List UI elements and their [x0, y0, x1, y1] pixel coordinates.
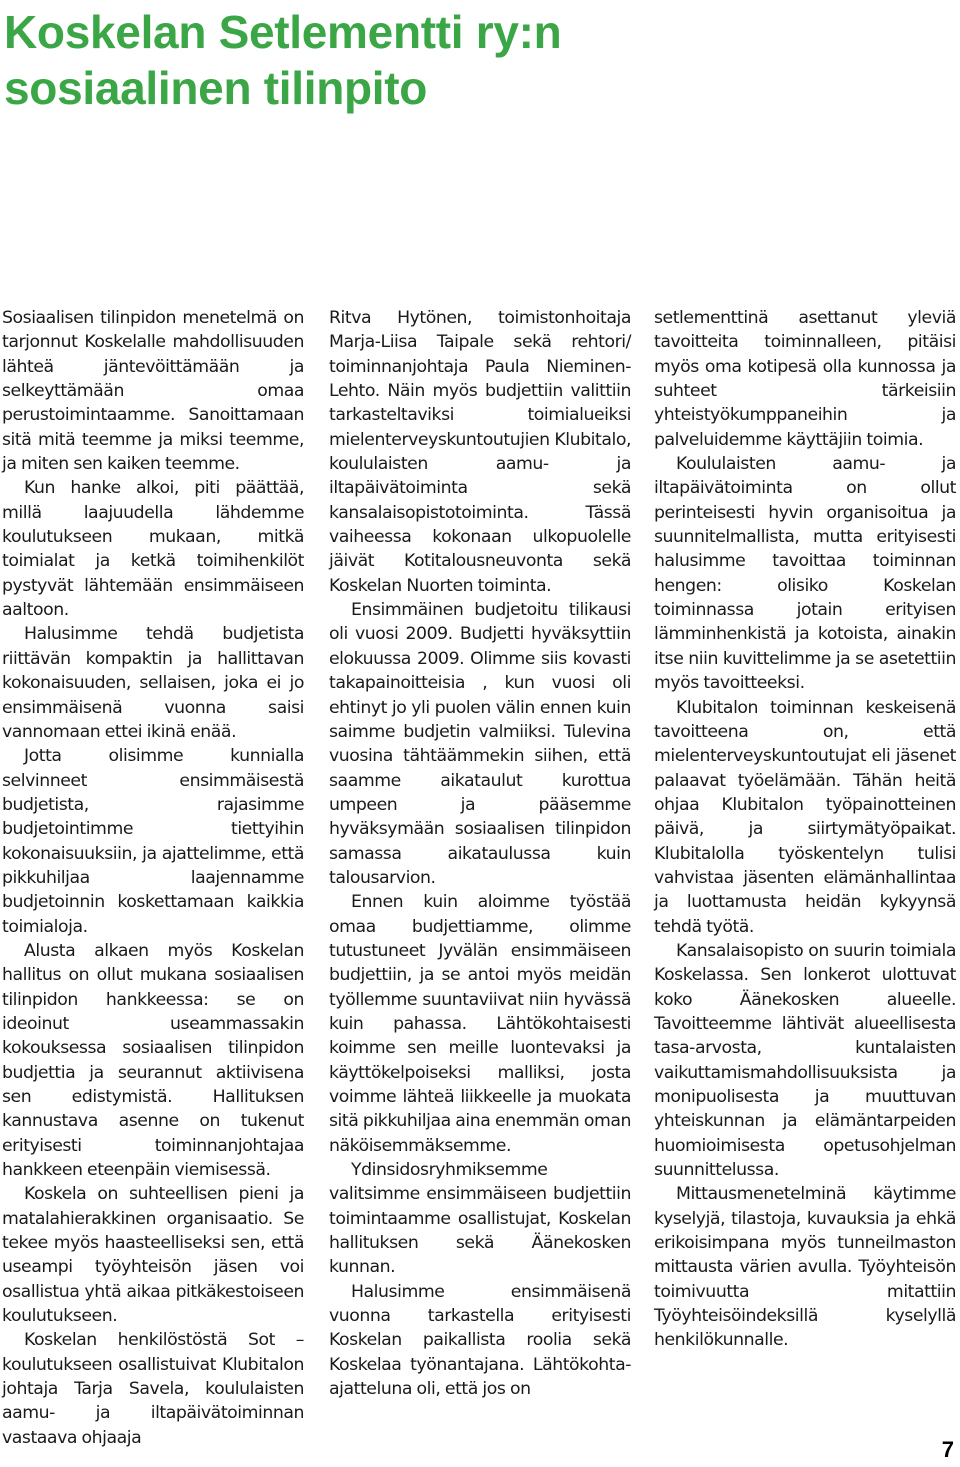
title-line-1: Koskelan Setlementti ry:n — [4, 6, 562, 58]
paragraph: Kansalaisopisto on suurin toimiala Koskelassa. Sen lonkerot ulottuvat koko Äänekosken alueelle. Tavoitteemme lähtivät alueellisesta tasa-arvosta, kuntalaisten vaikuttamismahdollisuuksista ja monipuolisesta ja muuttuvan yhteiskunnan ja elämäntarpeiden huomioimisesta opetusohjelman suunnittelussa. — [654, 940, 956, 1181]
paragraph: Ritva Hytönen, toimistonhoitaja Marja-Liisa Taipale sekä rehtori/ toiminnanjohtaja Paula Nieminen-Lehto. Näin myös budjettiin valittiin tarkasteltaviksi toimialueiksi mielenterveyskuntoutujien Klubitalo, koululaisten aamu- ja iltapäivätoiminta sekä kansalaisopistotoiminta. Tässä vaiheessa kokonaan ulkopuolelle jäivät Kotitalousneuvonta sekä Koskelan Nuorten toiminta. — [329, 308, 631, 596]
text-column-2 — [329, 306, 631, 1401]
title-line-2: sosiaalinen tilinpito — [4, 62, 428, 114]
paragraph: Kun hanke alkoi, piti päättää, millä laajuudella lähdemme koulutukseen mukaan, mitkä toimialat ja ketkä toimihenkilöt pystyvät lähtemään ensimmäiseen aaltoon. — [2, 478, 304, 621]
paragraph: Koskela on suhteellisen pieni ja matalahierakkinen organisaatio. Se tekee myös haasteelliseksi sen, että useampi työyhteisön jäsen voi osallistua yhtä aikaa pitkäkestoiseen koulutukseen. — [2, 1184, 304, 1327]
paragraph: Alusta alkaen myös Koskelan hallitus on ollut mukana sosiaalisen tilinpidon hankkeessa: se on ideoinut useammassakin kokouksessa sosiaalisen tilinpidon budjettia ja seurannut aktiivisena sen edistymistä. Hallituksen kannustava asenne on tukenut erityisesti toiminnanjohtajaa hankkeen eteenpäin viemisessä. — [2, 940, 304, 1181]
paragraph: Ensimmäinen budjetoitu tilikausi oli vuosi 2009. Budjetti hyväksyttiin elokuussa 2009. Olimme siis kovasti takapainoitteisia , kun vuosi oli ehtinyt jo yli puolen välin ennen kuin saimme budjetin valmiiksi. Tulevina vuosina tähtäämmekin siihen, että saamme aikataulut kurottua umpeen ja pääsemme hyväksymään sosiaalisen tilinpidon samassa aikataulussa kuin talousarvion. — [329, 600, 631, 888]
paragraph: Koskelan henkilöstöstä Sot –koulutukseen osallistuivat Klubitalon johtaja Tarja Savela, koululaisten aamu- ja iltapäivätoiminnan vastaava ohjaaja — [2, 1330, 304, 1448]
paragraph: Koululaisten aamu- ja iltapäivätoiminta on ollut perinteisesti hyvin organisoitua ja suunnitelmallista, mutta erityisesti halusimme tavoittaa toiminnan hengen: olisiko Koskelan toiminnassa jotain erityisen lämminhenkistä ja kotoista, ainakin itse niin kuvittelimme ja se asetettiin myös tavoitteeksi. — [654, 454, 956, 694]
text-column-3 — [654, 306, 956, 1353]
paragraph: Ennen kuin aloimme työstää omaa budjettiamme, olimme tutustuneet Jyvälän ensimmäiseen budjettiin, ja se antoi myös meidän työllemme suuntaviivat niin hyvässä kuin pahassa. Lähtökohtaisesti koimme sen meille luontevaksi ja käyttökelpoiseksi malliksi, josta voimme lähteä liikkeelle ja muokata sitä pikkuhiljaa aina enemmän oman näköisemmäksemme. — [329, 892, 631, 1156]
article-title — [4, 4, 561, 116]
page-number: 7 — [941, 1437, 954, 1462]
paragraph: Mittausmenetelminä käytimme kyselyjä, tilastoja, kuvauksia ja ehkä erikoisimpana myös tunneilmaston mittausta värien avulla. Työyhteisön toimivuutta mitattiin Työyhteisöindeksillä kyselyllä henkilökunnalle. — [654, 1184, 956, 1351]
paragraph: Ydinsidosryhmiksemme valitsimme ensimmäiseen budjettiin toimintaamme osallistujat, Koskelan hallituksen sekä Äänekosken kunnan. — [329, 1160, 631, 1278]
paragraph: setlementtinä asettanut yleviä tavoitteita toiminnalleen, pitäisi myös oma kotipesä olla kunnossa ja suhteet tärkeisiin yhteistyökumppaneihin ja palveluidemme käyttäjiin toimia. — [654, 308, 956, 450]
paragraph: Klubitalon toiminnan keskeisenä tavoitteena on, että mielenterveyskuntoutujat eli jäsenet palaavat työelämään. Tähän heitä ohjaa Klubitalon työpainotteinen päivä, ja siirtymätyöpaikat. Klubitalolla työskentelyn tulisi vahvistaa jäsenten elämänhallintaa ja luottamusta heidän kykyynsä tehdä työtä. — [654, 697, 956, 937]
paragraph: Sosiaalisen tilinpidon menetelmä on tarjonnut Koskelalle mahdollisuuden lähteä jäntevöittämään ja selkeyttämään omaa perustoimintaamme. Sanoittamaan sitä mitä teemme ja miksi teemme, ja miten sen kaiken teemme. — [2, 308, 304, 475]
text-column-1 — [2, 306, 304, 1450]
paragraph: Halusimme ensimmäisenä vuonna tarkastella erityisesti Koskelan paikallista roolia sekä Koskelaa työnantajana. Lähtökohta-ajatteluna oli, että jos on — [329, 1281, 631, 1400]
paragraph: Jotta olisimme kunnialla selvinneet ensimmäisestä budjetista, rajasimme budjetointimme tiettyihin kokonaisuuksiin, ja ajattelimme, että pikkuhiljaa laajennamme budjetoinnin koskettamaan kaikkia toimialoja. — [2, 746, 304, 937]
paragraph: Halusimme tehdä budjetista riittävän kompaktin ja hallittavan kokonaisuuden, sellaisen, joka ei jo ensimmäisenä vuonna saisi vannomaan ettei ikinä enää. — [2, 624, 304, 742]
